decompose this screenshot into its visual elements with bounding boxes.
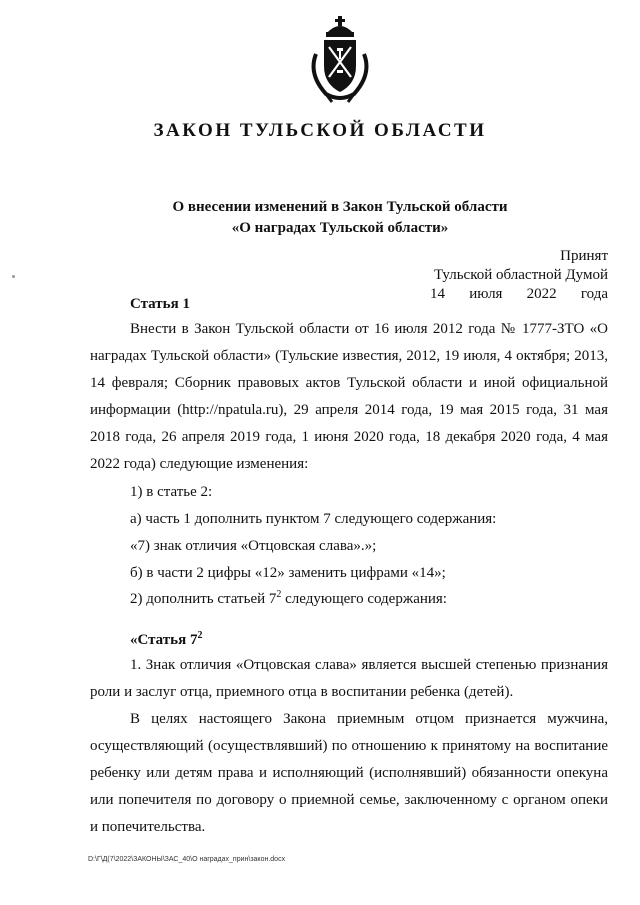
item-2-text-end: следующего содержания: xyxy=(281,591,447,607)
subtitle-line-1: О внесении изменений в Закон Тульской области xyxy=(172,199,508,215)
article-7-2-paragraph-1: 1. Знак отличия «Отцовская слава» является высшей степенью признания роли и заслуг отца, приемного отца в воспитании ребенка (детей). xyxy=(90,657,608,700)
adoption-year: 2022 xyxy=(526,286,557,302)
adopted-by: Тульской областной Думой xyxy=(433,267,608,283)
item-1-a: а) часть 1 дополнить пунктом 7 следующего содержания: xyxy=(130,511,497,527)
item-1-7: «7) знак отличия «Отцовская слава».»; xyxy=(130,538,377,554)
coat-of-arms-icon xyxy=(300,14,380,104)
article-7-2-heading-superscript: 2 xyxy=(197,630,203,641)
adoption-year-word: года xyxy=(580,286,608,302)
adopted-label: Принят xyxy=(560,248,608,264)
law-title: ЗАКОН ТУЛЬСКОЙ ОБЛАСТИ xyxy=(153,120,487,141)
item-2 xyxy=(130,591,447,608)
item-2-text: 2) дополнить статьей 7 xyxy=(130,591,277,607)
item-2-superscript: 2 xyxy=(276,589,282,600)
scan-speck xyxy=(12,275,15,278)
law-subtitle xyxy=(140,197,540,239)
article-7-2-heading xyxy=(130,632,202,649)
article-7-2-heading-text: «Статья 7 xyxy=(130,632,198,648)
item-1-b: б) в части 2 цифры «12» заменить цифрами «14»; xyxy=(130,565,446,581)
file-path-footer: D:\Г\Д(7\2022\ЗАКОНЫ\ЗАС_40\О наградах_прин\закон.docx xyxy=(88,856,286,863)
article-1-heading: Статья 1 xyxy=(130,296,190,312)
subtitle-line-2: «О наградах Тульской области» xyxy=(231,220,449,236)
article-1-intro: Внести в Закон Тульской области от 16 июля 2012 года № 1777-ЗТО «О наградах Тульской области» (Тульские известия, 2012, 19 июля, 4 октября; 2013, 14 февраля; Сборник правовых актов Тульской области и иной официальной информации (http://npatula.ru), 29 апреля 2014 года, 19 мая 2015 года, 31 мая 2018 года, 26 апреля 2019 года, 1 июня 2020 года, 18 декабря 2020 года, 4 мая 2022 года) следующие изменения: xyxy=(90,321,608,472)
adoption-month: июля xyxy=(469,286,503,302)
item-1: 1) в статье 2: xyxy=(130,484,213,500)
adoption-date xyxy=(430,285,608,304)
adoption-day: 14 xyxy=(430,286,445,302)
adoption-block xyxy=(430,247,608,304)
article-7-2-paragraph-2: В целях настоящего Закона приемным отцом признается мужчина, осуществляющий (осуществлявший) по отношению к принятому на воспитание ребенку или детям права и исполняющий (исполнявший) обязанности опекуна или попечителя по договору о приемной семье, заключенному с органом опеки и попечительства. xyxy=(90,711,608,835)
